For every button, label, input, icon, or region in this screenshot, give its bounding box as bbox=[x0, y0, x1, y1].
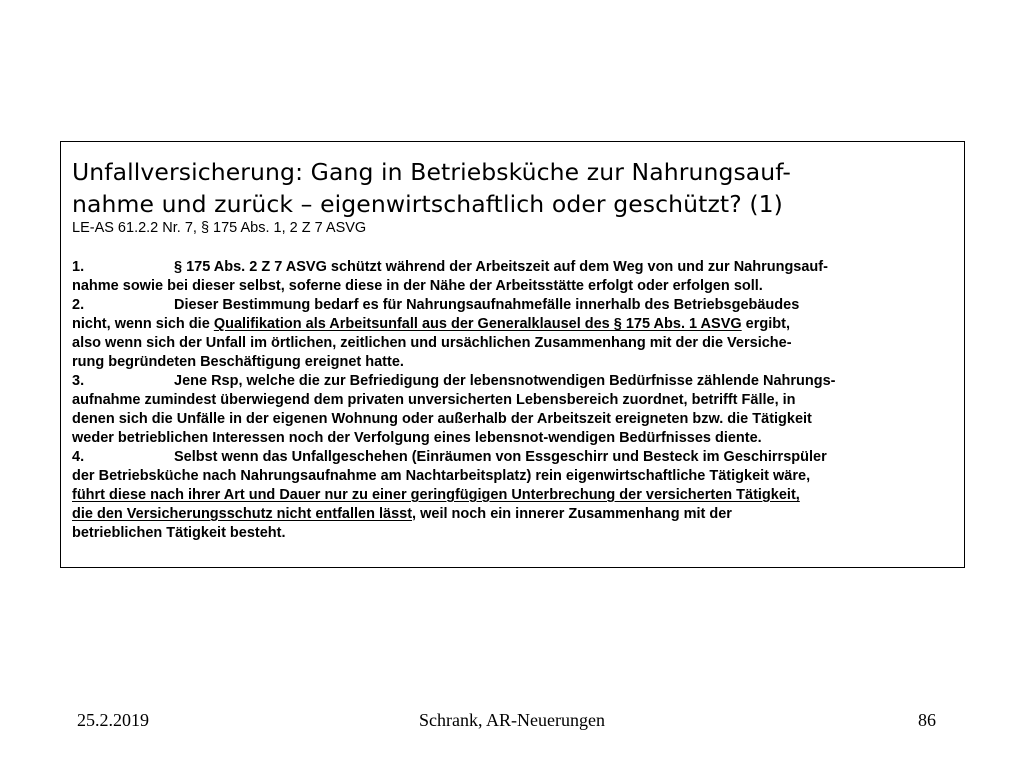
point-4 bbox=[72, 448, 952, 467]
content-box bbox=[60, 141, 965, 568]
point-text: weder betrieblichen Interessen noch der Verfolgung eines lebensnot-wendigen Bedürfnisses diente. bbox=[72, 430, 762, 446]
legal-reference: LE-AS 61.2.2 Nr. 7, § 175 Abs. 1, 2 Z 7 ASVG bbox=[72, 220, 367, 236]
point-number: 1. bbox=[72, 259, 85, 275]
point-2 bbox=[72, 296, 952, 315]
underlined-text: Qualifikation als Arbeitsunfall aus der Generalklausel des § 175 Abs. 1 ASVG bbox=[213, 316, 742, 332]
point-text: rung begründeten Beschäftigung ereignet hatte. bbox=[72, 354, 404, 370]
footer-date: 25.2.2019 bbox=[77, 710, 149, 730]
point-number: 3. bbox=[72, 373, 85, 389]
title-line: Unfallversicherung: Gang in Betriebsküche zur Nahrungsauf- bbox=[72, 158, 791, 186]
point-text: ergibt, bbox=[741, 316, 790, 332]
title-line: nahme und zurück – eigenwirtschaftlich oder geschützt? (1) bbox=[72, 190, 783, 218]
point-text: nicht, wenn sich die bbox=[72, 316, 214, 332]
point-text: also wenn sich der Unfall im örtlichen, zeitlichen und ursächlichen Zusammenhang mit der die Versiche- bbox=[72, 335, 792, 351]
point-text: aufnahme zumindest überwiegend dem privaten unversicherten Lebensbereich zuordnet, betrifft Fälle, in bbox=[72, 392, 796, 408]
point-text: betrieblichen Tätigkeit besteht. bbox=[72, 525, 286, 541]
point-text: denen sich die Unfälle in der eigenen Wohnung oder außerhalb der Arbeitszeit ereigneten bzw. die Tätigkeit bbox=[72, 411, 812, 427]
point-text: § 175 Abs. 2 Z 7 ASVG schützt während der Arbeitszeit auf dem Weg von und zur Nahrungsauf- bbox=[174, 259, 828, 275]
point-text: Jene Rsp, welche die zur Befriedigung der lebensnotwendigen Bedürfnisse zählende Nahrungs- bbox=[174, 373, 836, 389]
point-text: Dieser Bestimmung bedarf es für Nahrungsaufnahmefälle innerhalb des Betriebsgebäudes bbox=[174, 297, 800, 313]
point-text: , weil noch ein innerer Zusammenhang mit der bbox=[412, 506, 732, 522]
slide-title bbox=[72, 156, 952, 220]
footer-page-number: 86 bbox=[918, 710, 936, 730]
point-text-line bbox=[72, 505, 952, 524]
point-text: der Betriebsküche nach Nahrungsaufnahme am Nachtarbeitsplatz) rein eigenwirtschaftliche Tätigkeit wäre, bbox=[72, 468, 811, 484]
point-text-line bbox=[72, 315, 952, 334]
point-3 bbox=[72, 372, 952, 391]
underlined-text: die den Versicherungsschutz nicht entfallen lässt bbox=[72, 506, 413, 522]
point-text: Selbst wenn das Unfallgeschehen (Einräumen von Essgeschirr und Besteck im Geschirrspüler bbox=[174, 449, 827, 465]
point-text: nahme sowie bei dieser selbst, soferne diese in der Nähe der Arbeitsstätte erfolgt oder erfolgen soll. bbox=[72, 278, 763, 294]
points-list bbox=[72, 258, 952, 543]
footer-author: Schrank, AR-Neuerungen bbox=[419, 710, 605, 730]
point-1 bbox=[72, 258, 952, 277]
point-number: 2. bbox=[72, 297, 85, 313]
point-number: 4. bbox=[72, 449, 85, 465]
underlined-text: führt diese nach ihrer Art und Dauer nur zu einer geringfügigen Unterbrechung der versicherten Tätigkeit, bbox=[72, 487, 800, 503]
